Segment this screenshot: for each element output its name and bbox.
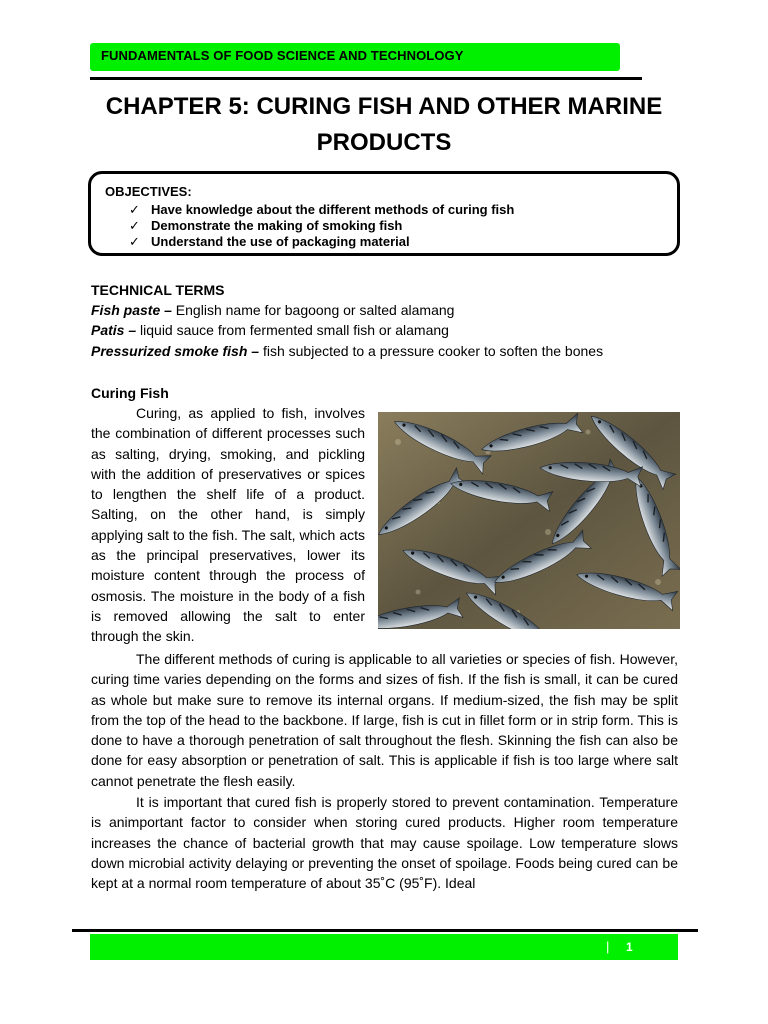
curing-paragraph-3: It is important that cured fish is properly stored to prevent contamination. Temperature is animportant factor to consider when storing cured products. Higher room temperature increases the chance of bacterial growth that may cause spoilage. Low temperature slows down microbial activity delaying or preventing the onset of spoilage. Foods being cured can be kept at a normal room temperature of about 35˚C (95˚F). Ideal (91, 794, 678, 892)
curing-paragraph-1: Curing, as applied to fish, involves the combination of different processes such as salting, drying, smoking, and pickling with the addition of preservatives or spices to lengthen the shelf life of a product. Salting, on the other hand, is simply applying salt to the fish. The salt, which acts as the principal preservatives, lower its moisture content through the process of osmosis. The moisture in the body of a fish is removed allowing the salt to enter through the skin. (91, 405, 365, 645)
objective-item (129, 202, 514, 218)
objectives-label: OBJECTIVES: (105, 184, 192, 199)
objective-text: Have knowledge about the different methods of curing fish (151, 202, 515, 217)
objective-item (129, 234, 514, 250)
technical-terms-heading: TECHNICAL TERMS (91, 282, 225, 298)
checkmark-icon: ✓ (129, 218, 140, 233)
term-text: liquid sauce from fermented small fish or alamang (136, 322, 449, 338)
term-definition (91, 343, 603, 359)
term-text: English name for bagoong or salted alamang (171, 302, 455, 318)
curing-paragraph-2: The different methods of curing is applicable to all varieties or species of fish. However, curing time varies depending on the forms and sizes of fish. If the fish is small, it can be cured as whole but make sure to remove its internal organs. If medium-sized, the fish may be split from the top of the head to the backbone. If large, fish is cut in fillet form or in strip form. This is done to have a thorough penetration of salt throughout the flesh. Skinning the fish can also be done for easy absorption or penetration of salt. This is applicable if fish is too large where salt cannot penetrate the flesh easily. (91, 651, 678, 789)
term-name: Patis – (91, 322, 137, 338)
term-name: Fish paste – (91, 302, 172, 318)
term-name: Pressurized smoke fish – (91, 343, 260, 359)
footer-rule (72, 929, 698, 932)
checkmark-icon: ✓ (129, 202, 140, 217)
curing-fish-heading: Curing Fish (91, 385, 169, 401)
footer-separator: | (606, 939, 610, 954)
objective-item (129, 218, 514, 234)
objectives-list (129, 202, 514, 250)
salted-fish-photo (378, 412, 680, 629)
header-band (90, 43, 620, 71)
term-definition (91, 322, 449, 338)
checkmark-icon: ✓ (129, 234, 140, 249)
chapter-title-line-1: CHAPTER 5: CURING FISH AND OTHER MARINE (105, 93, 663, 120)
objectives-box (88, 171, 680, 256)
chapter-title-line-2: PRODUCTS (316, 129, 452, 156)
term-text: fish subjected to a pressure cooker to soften the bones (259, 343, 604, 359)
header-title: FUNDAMENTALS OF FOOD SCIENCE AND TECHNOLOGY (101, 48, 464, 63)
chapter-title (88, 89, 680, 161)
page-number: 1 (626, 940, 633, 954)
header-rule (90, 77, 642, 80)
objective-text: Demonstrate the making of smoking fish (151, 218, 403, 233)
term-definition (91, 302, 454, 318)
footer-band (90, 934, 678, 960)
objective-text: Understand the use of packaging material (151, 234, 410, 249)
